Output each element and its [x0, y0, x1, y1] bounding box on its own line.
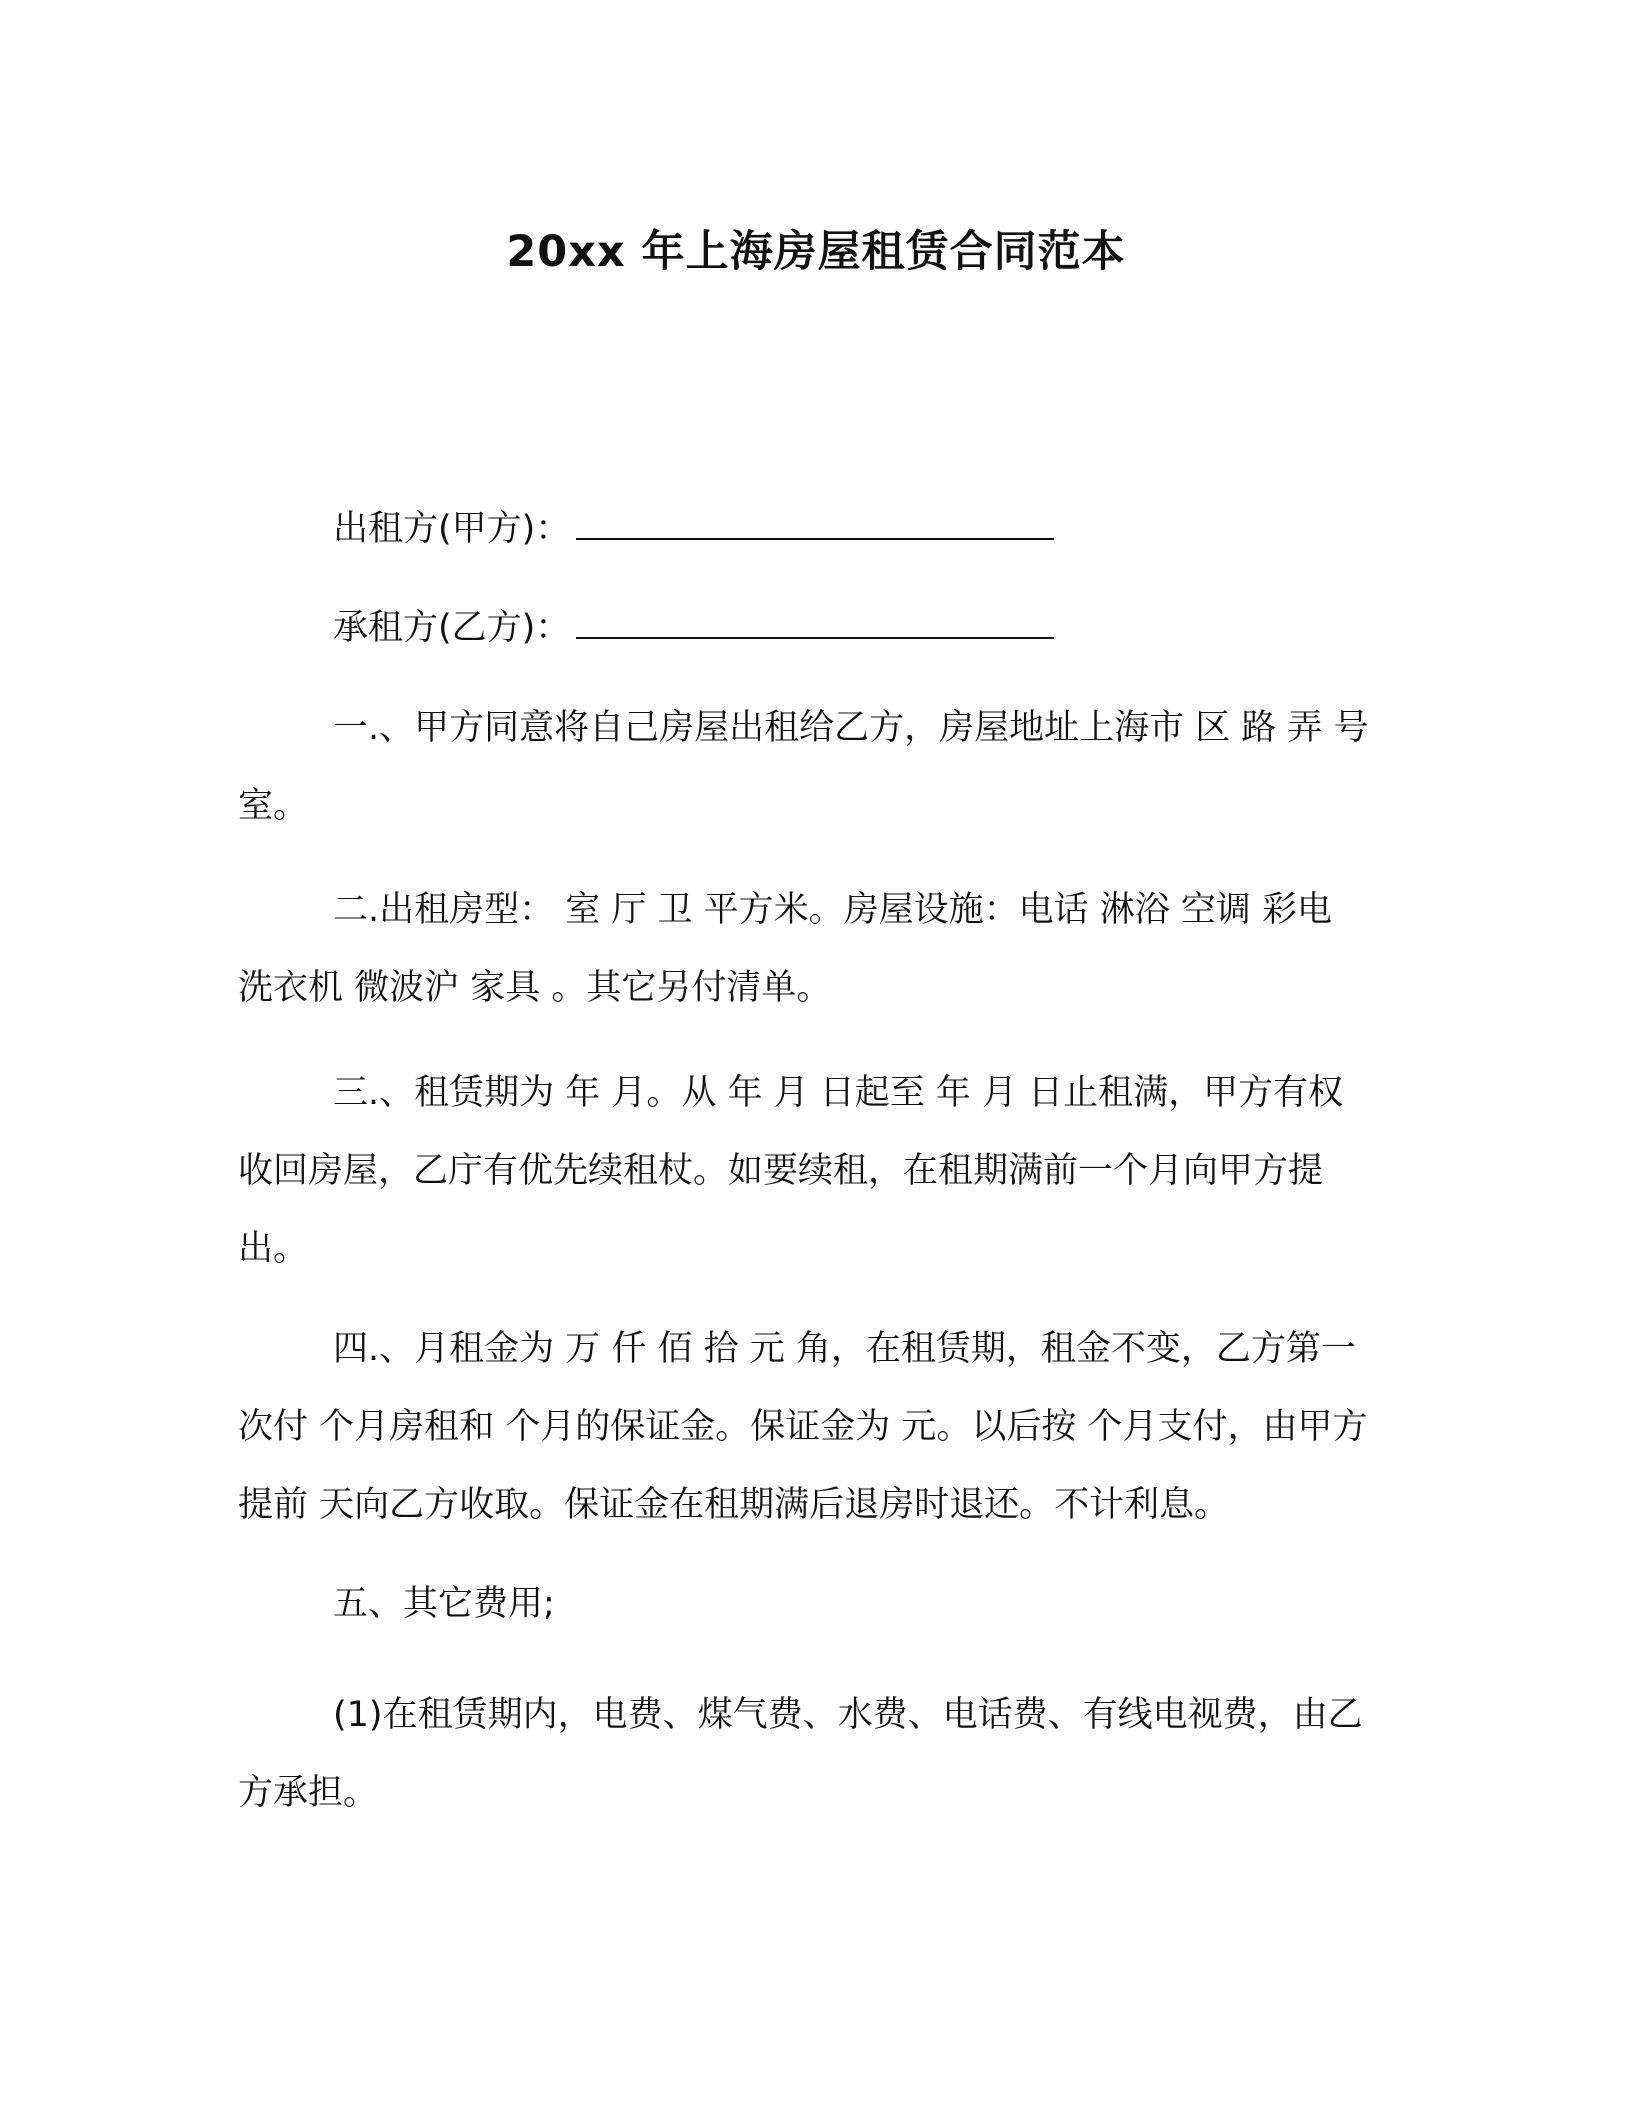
clause-5-1: (1)在租赁期内，电费、煤气费、水费、电话费、有线电视费，由乙方承担。 — [238, 1695, 1363, 1813]
document-title: 20xx 年上海房屋租赁合同范本 — [506, 227, 1126, 277]
lessor-line — [333, 504, 1054, 554]
lessee-blank — [576, 603, 1054, 639]
lessee-line — [333, 603, 1054, 653]
clause-5: 五、其它费用; — [333, 1584, 555, 1624]
clause-1: 一.、甲方同意将自己房屋出租给乙方，房屋地址上海市 区 路 弄 号 室。 — [238, 708, 1369, 826]
clause-4: 四.、月租金为 万 仟 佰 拾 元 角，在租赁期，租金不变，乙方第一次付 个月房租和 个月的保证金。保证金为 元。以后按 个月支付，由甲方提前 天向乙方收取。保证金在租期满后退房时退还。不计利息。 — [238, 1329, 1368, 1525]
lessor-blank — [576, 504, 1054, 540]
lessee-label: 承租方(乙方)： — [333, 608, 571, 648]
lessor-label: 出租方(甲方)： — [333, 509, 571, 549]
clause-2: 二.出租房型： 室 厅 卫 平方米。房屋设施：电话 淋浴 空调 彩电 洗衣机 微波沪 家具 。其它另付清单。 — [238, 890, 1333, 1008]
clause-3: 三.、租赁期为 年 月。从 年 月 日起至 年 月 日止租满，甲方有权收回房屋，乙庁有优先续租杖。如要续租，在租期满前一个月向甲方提出。 — [238, 1073, 1344, 1269]
